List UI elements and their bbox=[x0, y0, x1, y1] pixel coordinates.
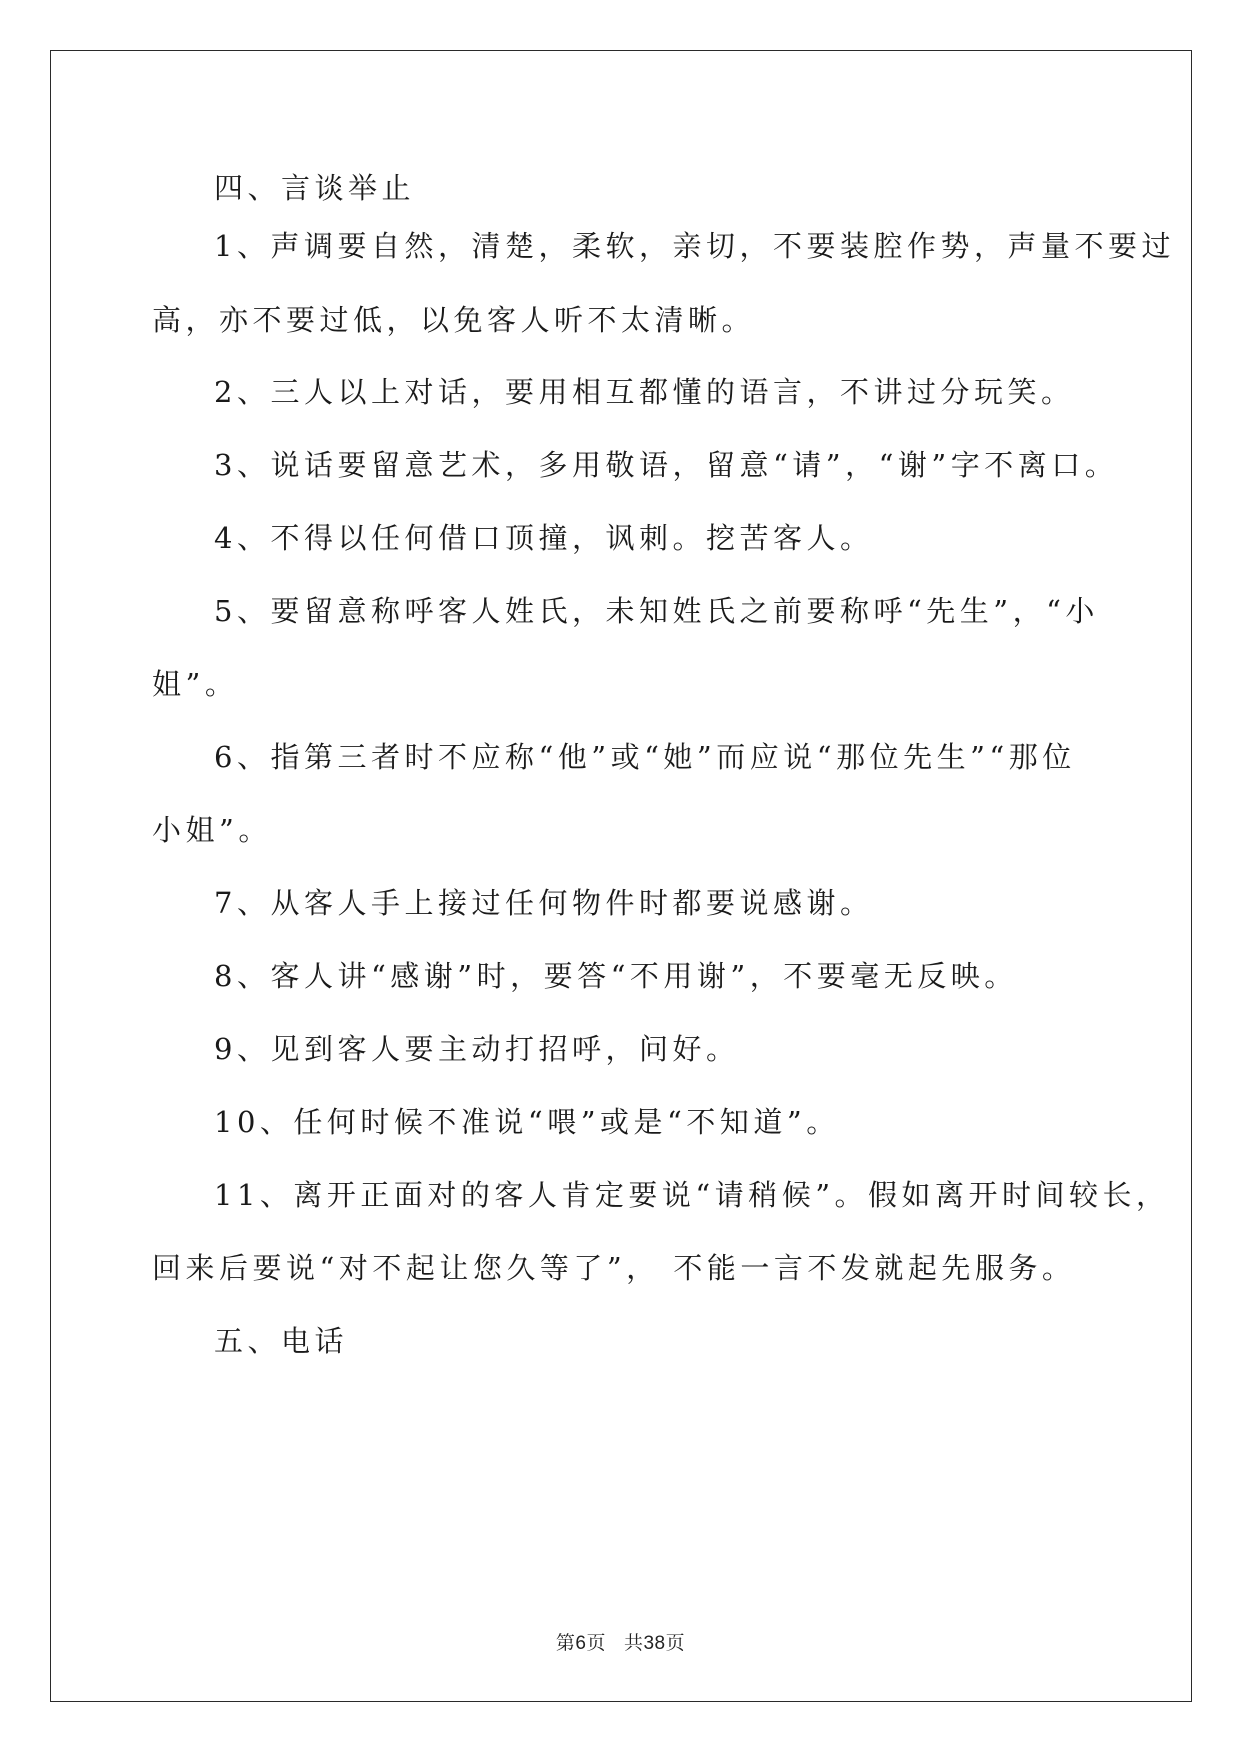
page-footer bbox=[0, 1628, 1241, 1655]
total-suffix: 页 bbox=[665, 1632, 686, 1654]
section-heading-4: 四、言谈举止 bbox=[214, 171, 416, 205]
paragraph-9: 9、见到客人要主动打招呼，问好。 bbox=[214, 1032, 740, 1066]
paragraph-7: 7、从客人手上接过任何物件时都要说感谢。 bbox=[214, 886, 874, 920]
paragraph-4: 4、不得以任何借口顶撞，讽刺。挖苦客人。 bbox=[214, 521, 874, 555]
section-heading-5: 五、电话 bbox=[214, 1324, 349, 1358]
page-total: 38 bbox=[643, 1633, 666, 1654]
paragraph-5-line-2: 姐”。 bbox=[152, 667, 239, 701]
paragraph-11-line-1: 11、离开正面对的客人肯定要说“请稍候”。假如离开时间较长， bbox=[214, 1178, 1170, 1212]
paragraph-5-line-1: 5、要留意称呼客人姓氏，未知姓氏之前要称呼“先生”，“小 bbox=[214, 594, 1099, 628]
paragraph-1-line-2: 高，亦不要过低，以免客人听不太清晰。 bbox=[152, 303, 756, 337]
paragraph-1-line-1: 1、声调要自然，清楚，柔软，亲切，不要装腔作势，声量不要过 bbox=[214, 229, 1175, 263]
page-prefix: 第 bbox=[555, 1632, 576, 1654]
paragraph-3: 3、说话要留意艺术，多用敬语，留意“请”，“谢”字不离口。 bbox=[214, 448, 1119, 482]
page-border bbox=[50, 50, 1192, 1702]
paragraph-10: 10、任何时候不准说“喂”或是“不知道”。 bbox=[214, 1105, 840, 1139]
paragraph-11-line-2: 回来后要说“对不起让您久等了”， 不能一言不发就起先服务。 bbox=[152, 1251, 1076, 1285]
paragraph-2: 2、三人以上对话，要用相互都懂的语言，不讲过分玩笑。 bbox=[214, 375, 1075, 409]
page-current: 6 bbox=[575, 1633, 587, 1654]
paragraph-6-line-2: 小姐”。 bbox=[152, 813, 272, 847]
paragraph-6-line-1: 6、指第三者时不应称“他”或“她”而应说“那位先生”“那位 bbox=[214, 740, 1076, 774]
paragraph-8: 8、客人讲“感谢”时，要答“不用谢”，不要毫无反映。 bbox=[214, 959, 1018, 993]
total-prefix: 共 bbox=[623, 1632, 644, 1654]
page-suffix: 页 bbox=[586, 1632, 606, 1654]
